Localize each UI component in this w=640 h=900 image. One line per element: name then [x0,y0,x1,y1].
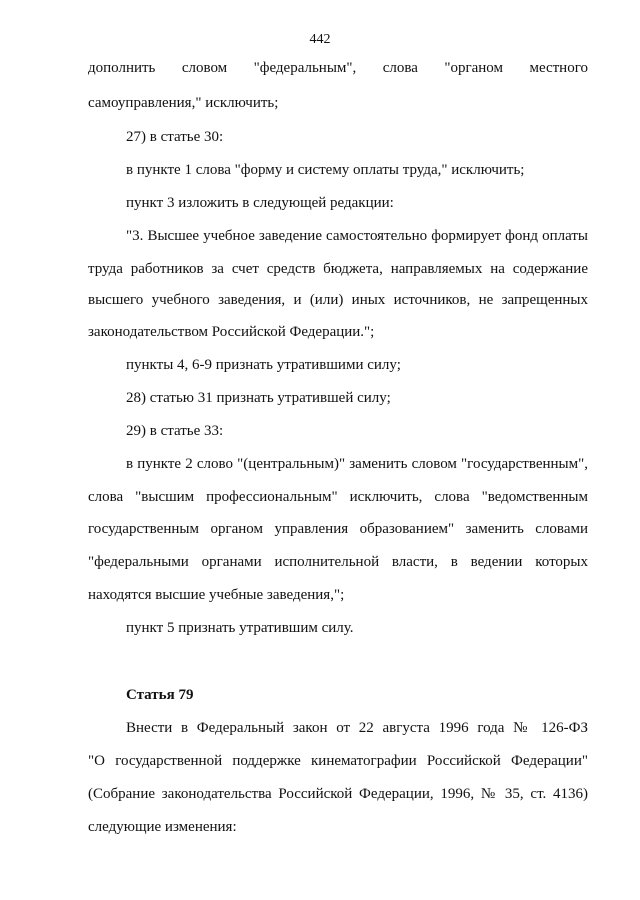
text-line: дополнить словом "федеральным", слова "органом местного [88,60,588,76]
text-line: в пункте 2 слово "(центральным)" заменить словом "государственным", [126,456,588,472]
text-line: Внести в Федеральный закон от 22 августа 1996 года № 126-ФЗ [126,720,588,736]
text-line: следующие изменения: [88,819,237,835]
text-line: находятся высшие учебные заведения,"; [88,587,345,603]
text-line: слова "высшим профессиональным" исключить, слова "ведомственным [88,489,588,505]
text-line: законодательством Российской Федерации."; [88,324,375,340]
text-line: высшего учебного заведения, и (или) иных источников, не запрещенных [88,292,588,308]
page-number: 442 [309,32,331,47]
text-line: 28) статью 31 признать утратившей силу; [126,390,391,406]
text-line: 29) в статье 33: [126,423,224,439]
text-line: "федеральными органами исполнительной власти, в ведении которых [88,554,588,570]
text-line: 27) в статье 30: [126,129,224,145]
text-line: государственным органом управления образованием" заменить словами [88,521,588,537]
text-line: "3. Высшее учебное заведение самостоятельно формирует фонд оплаты [126,228,588,244]
text-line: (Собрание законодательства Российской Федерации, 1996, № 35, ст. 4136) [88,786,588,802]
text-line: пункт 3 изложить в следующей редакции: [126,195,394,211]
text-line: самоуправления," исключить; [88,95,279,111]
text-line: пункт 5 признать утратившим силу. [126,620,354,636]
article-heading: Статья 79 [126,687,194,703]
text-line: труда работников за счет средств бюджета, направляемых на содержание [88,261,588,277]
text-line: в пункте 1 слова "форму и систему оплаты труда," исключить; [126,162,525,178]
text-line: "О государственной поддержке кинематографии Российской Федерации" [88,753,588,769]
text-line: пункты 4, 6-9 признать утратившими силу; [126,357,401,373]
